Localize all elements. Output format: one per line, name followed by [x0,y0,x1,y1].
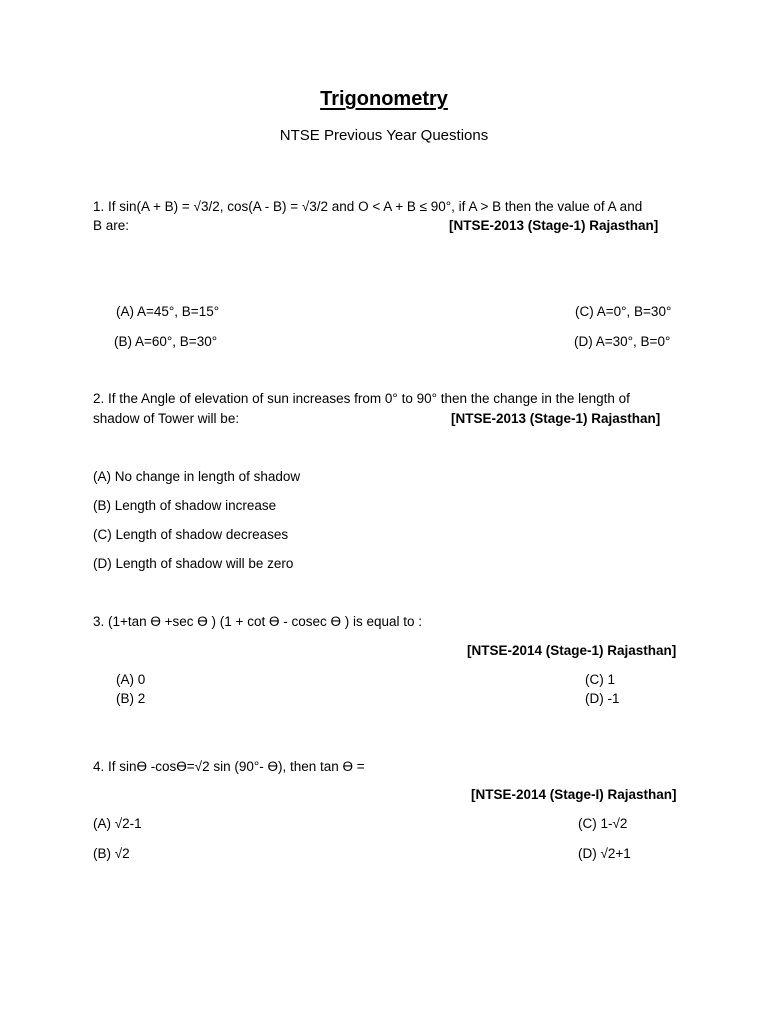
question-3-option-b: (B) 2 [116,691,146,706]
question-1-option-a: (A) A=45°, B=15° [116,304,220,319]
question-1-option-b: (B) A=60°, B=30° [114,334,218,349]
question-4-option-b: (B) √2 [93,846,130,861]
question-2-source: [NTSE-2013 (Stage-1) Rajasthan] [451,411,661,426]
question-3-source: [NTSE-2014 (Stage-1) Rajasthan] [467,643,677,658]
question-3-option-a: (A) 0 [116,672,146,687]
page-title: Trigonometry [320,88,448,110]
question-2-option-c: (C) Length of shadow decreases [93,527,289,542]
question-4-option-d: (D) √2+1 [578,846,631,861]
question-1-source: [NTSE-2013 (Stage-1) Rajasthan] [449,218,659,233]
question-1-text-cont: B are: [93,218,130,233]
question-3-text: 3. (1+tan Ɵ +sec Ɵ ) (1 + cot Ɵ - cosec Ɵ ) is equal to : [93,614,423,629]
question-2-text-cont: shadow of Tower will be: [93,411,240,426]
page-subtitle: NTSE Previous Year Questions [279,127,489,144]
question-4-text: 4. If sinƟ -cosƟ=√2 sin (90°- Ɵ), then tan Ɵ = [93,759,365,774]
question-4-option-c: (C) 1-√2 [578,816,628,831]
question-2-option-b: (B) Length of shadow increase [93,498,277,513]
question-2-text: 2. If the Angle of elevation of sun increases from 0° to 90° then the change in the length of [93,391,630,406]
question-1-option-c: (C) A=0°, B=30° [575,304,672,319]
question-1-option-d: (D) A=30°, B=0° [574,334,671,349]
question-3-option-d: (D) -1 [585,691,620,706]
question-2-option-d: (D) Length of shadow will be zero [93,556,294,571]
question-3-option-c: (C) 1 [585,672,615,687]
question-2-option-a: (A) No change in length of shadow [93,469,301,484]
question-4-option-a: (A) √2-1 [93,816,142,831]
question-4-source: [NTSE-2014 (Stage-I) Rajasthan] [471,787,677,802]
question-1-text: 1. If sin(A + B) = √3/2, cos(A - B) = √3/2 and O < A + B ≤ 90°, if A > B then the value of A and [93,199,643,214]
